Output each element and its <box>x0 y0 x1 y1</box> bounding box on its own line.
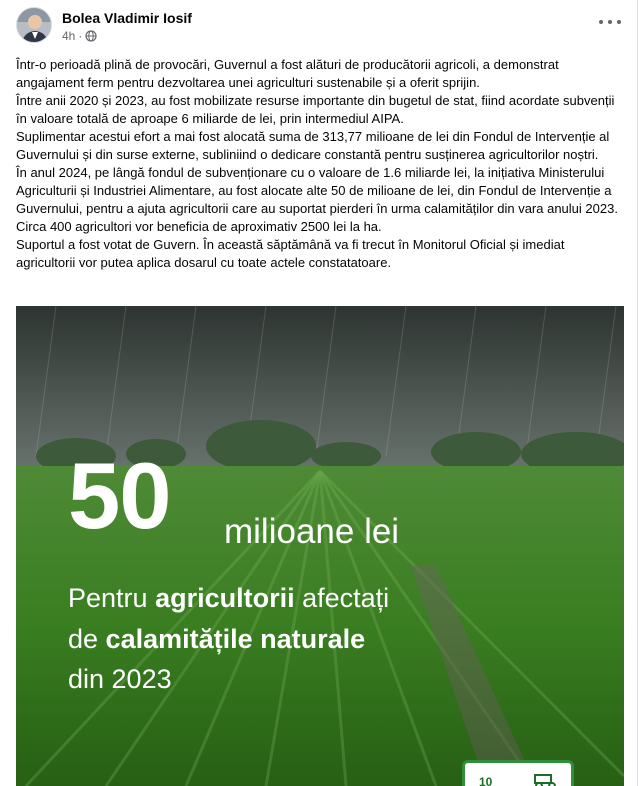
post-paragraph-3: Suplimentar acestui efort a mai fost alocată suma de 313,77 milioane de lei din Fondul de Intervenție al Guvernului și din surse externe, subliniind o dedicare constantă pentru susținerea agricultorilor noștri. <box>16 129 610 162</box>
post-paragraph-1: Într-o perioadă plină de provocări, Guvernul a fost alături de producătorii agricoli, a demonstrat angajament ferm pentru dezvoltarea unei agriculturi sustenabile și a oferit sprijin. <box>16 57 559 90</box>
tractor-icon <box>531 771 561 786</box>
post-time[interactable]: 4h <box>62 29 76 43</box>
more-dot <box>599 20 603 24</box>
post-image[interactable] <box>16 306 624 786</box>
post-paragraph-2: Între anii 2020 și 2023, au fost mobilizate resurse importante din bugetul de stat, fiind acordate subvenții în valoare totală de aproape 6 miliarde de lei, prin intermediul AIPA. <box>16 93 615 126</box>
post-meta <box>62 29 97 43</box>
image-big-number: 50 <box>68 443 171 548</box>
line2-bold: calamitățile naturale <box>105 624 366 654</box>
image-line-2 <box>68 622 365 656</box>
meta-separator: · <box>78 29 83 43</box>
image-line-1 <box>68 581 389 615</box>
image-big-unit: milioane lei <box>224 512 400 551</box>
globe-icon <box>85 30 97 42</box>
avatar-portrait-icon <box>17 8 52 43</box>
post-header <box>16 7 627 47</box>
post-paragraph-4: În anul 2024, pe lângă fondul de subvenționare cu o valoare de 1.6 miliarde lei, la inițiativa Ministerului Agriculturii și Industriei Alimentare, au fost alocate alte 50 de milioane de lei, din Fondul de Intervenție a Guvernului, pentru a ajuta agricultorii care au suportat pierderi în urma calamităților din vara anului 2023. Circa 400 agricultori vor beneficia de aproximativ 2500 lei la ha. <box>16 165 618 234</box>
line1-bold: agricultorii <box>155 583 295 613</box>
line1-prefix: Pentru <box>68 583 156 613</box>
post-paragraph-5: Suportul a fost votat de Guvern. În această săptămână va fi trecut în Monitorul Oficial și imediat agricultorii vor putea aplica dosarul cu toate actele constatatoare. <box>16 237 565 270</box>
brand-badge <box>462 760 574 786</box>
line2-prefix: de <box>68 624 106 654</box>
more-dot <box>617 20 621 24</box>
more-horizontal-icon[interactable] <box>599 15 621 29</box>
post-text <box>16 56 622 272</box>
more-dot <box>608 20 612 24</box>
line1-suffix: afectați <box>294 583 390 613</box>
image-line-3: din 2023 <box>68 664 172 694</box>
author-name[interactable]: Bolea Vladimir Iosif <box>62 10 192 26</box>
badge-number: 10 <box>479 775 493 786</box>
avatar[interactable] <box>16 7 52 43</box>
